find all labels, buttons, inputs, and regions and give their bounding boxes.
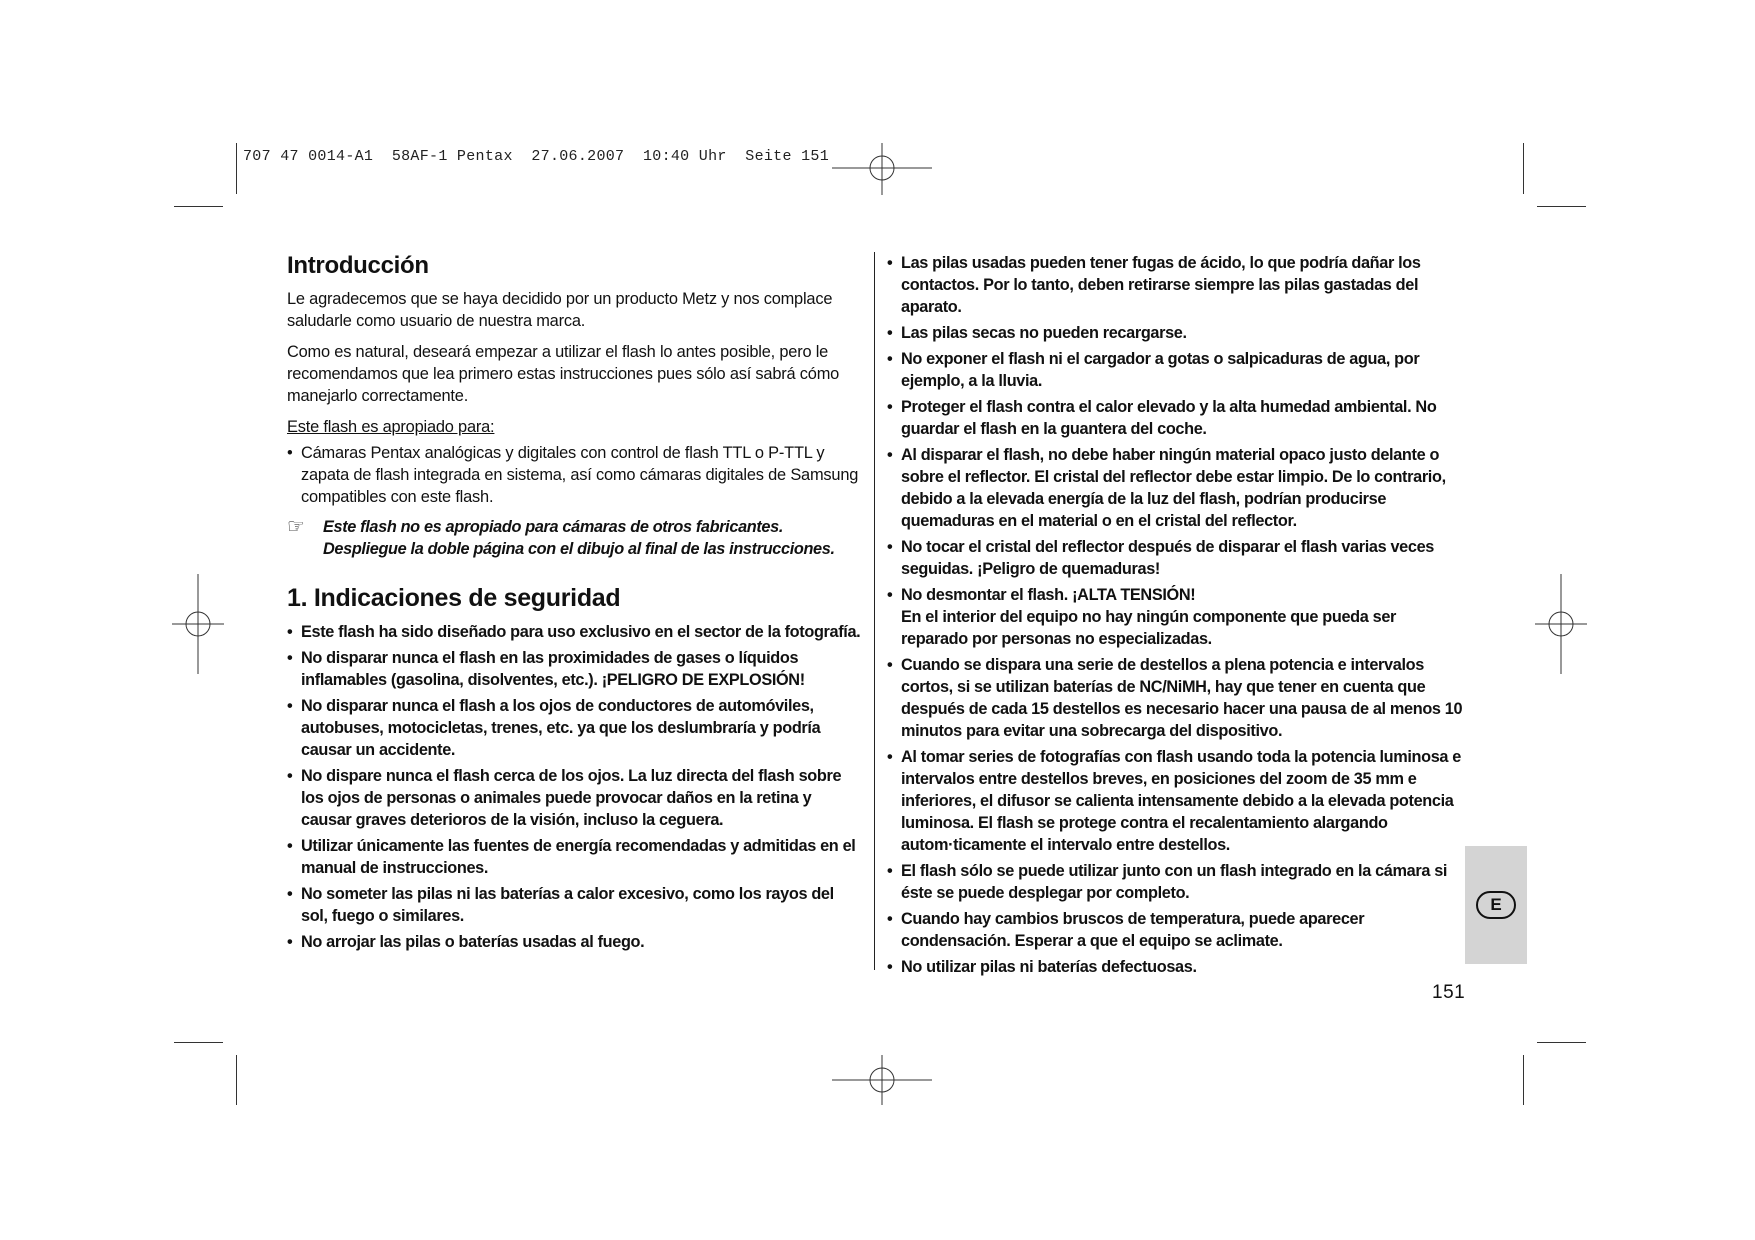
list-item: • Al disparar el flash, no debe haber ningún material opaco justo delante o sobre el reflector. El cristal del reflector debe estar limpio. De lo contrario, debido a la elevada energía de la luz del flash, podrían producirse quemaduras en el material o en el cristal del reflector. — [887, 444, 1467, 532]
disassemble-line-2: En el interior del equipo no hay ningún componente que pueda ser reparado por personas no especializadas. — [901, 608, 1397, 648]
language-tab — [1465, 846, 1527, 964]
language-tab-letter: E — [1476, 891, 1516, 919]
list-item: • No utilizar pilas ni baterías defectuosas. — [887, 956, 1467, 978]
registration-mark-left — [172, 574, 224, 674]
page-number: 151 — [1432, 982, 1466, 1003]
list-item: • Este flash ha sido diseñado para uso exclusivo en el sector de la fotografía. — [287, 621, 862, 643]
safety-list-left — [287, 621, 862, 953]
list-item: • No disparar nunca el flash a los ojos de conductores de automóviles, autobuses, motocicletas, trenes, etc. ya que los deslumbraría y podría causar un accidente. — [287, 695, 862, 761]
intro-heading: Introducción — [287, 252, 429, 279]
intro-paragraph-2: Como es natural, deseará empezar a utilizar el flash lo antes posible, pero le recomendamos que lea primero estas instrucciones pues sólo así sabrá cómo manejarlo correctamente. — [287, 343, 840, 405]
disassemble-line-1: • No desmontar el flash. ¡ALTA TENSIÓN! — [901, 586, 1196, 604]
list-item: • No dispare nunca el flash cerca de los ojos. La luz directa del flash sobre los ojos de personas o animales puede provocar daños en la retina y causar graves deterioros de la visión, incluso la ceguera. — [287, 765, 862, 831]
list-item: • No tocar el cristal del reflector después de disparar el flash varias veces seguidas. ¡Peligro de quemaduras! — [887, 536, 1467, 580]
note-line-1: Este flash no es apropiado para cámaras de otros fabricantes. — [323, 518, 784, 536]
pointing-hand-icon: ☞ — [287, 516, 305, 538]
list-item: • Las pilas usadas pueden tener fugas de ácido, lo que podría dañar los contactos. Por lo tanto, deben retirarse siempre las pilas gastadas del aparato. — [887, 252, 1467, 318]
column-divider — [874, 252, 875, 970]
intro-paragraph-1: Le agradecemos que se haya decidido por un producto Metz y nos complace saludarle como usuario de nuestra marca. — [287, 290, 833, 330]
list-item: • Cuando se dispara una serie de destellos a plena potencia e intervalos cortos, si se utilizan baterías de NC/NiMH, hay que tener en cuenta que después de cada 15 destellos es necesario hacer una pausa de al menos 10 minutos para evitar una sobrecarga del dispositivo. — [887, 654, 1467, 742]
list-item: • No arrojar las pilas o baterías usadas al fuego. — [287, 931, 862, 953]
list-item: • Proteger el flash contra el calor elevado y la alta humedad ambiental. No guardar el flash en la guantera del coche. — [887, 396, 1467, 440]
suitable-label: Este flash es apropiado para: — [287, 418, 495, 436]
list-item: • Utilizar únicamente las fuentes de energía recomendadas y admitidas en el manual de instrucciones. — [287, 835, 862, 879]
list-item: • No exponer el flash ni el cargador a gotas o salpicaduras de agua, por ejemplo, a la lluvia. — [887, 348, 1467, 392]
registration-mark-right — [1535, 574, 1587, 674]
suitable-list — [287, 442, 862, 508]
list-item: • Las pilas secas no pueden recargarse. — [887, 322, 1467, 344]
note-line-2: Despliegue la doble página con el dibujo al final de las instrucciones. — [323, 540, 835, 558]
list-item: • El flash sólo se puede utilizar junto con un flash integrado en la cámara si éste se puede desplegar por completo. — [887, 860, 1467, 904]
list-item: • Al tomar series de fotografías con flash usando toda la potencia luminosa e intervalos entre destellos breves, en posiciones del zoom de 35 mm e inferiores, el difusor se calienta intensamente debido a la elevada potencia luminosa. El flash se protege contra el recalentamiento alargando autom·ticamente el intervalo entre destellos. — [887, 746, 1467, 856]
note-block — [287, 516, 862, 560]
list-item: • Cuando hay cambios bruscos de temperatura, puede aparecer condensación. Esperar a que el equipo se aclimate. — [887, 908, 1467, 952]
list-item: • No someter las pilas ni las baterías a calor excesivo, como los rayos del sol, fuego o similares. — [287, 883, 862, 927]
safety-list-right — [887, 252, 1467, 978]
registration-mark-bottom — [832, 1055, 932, 1105]
safety-heading: 1. Indicaciones de seguridad — [287, 584, 621, 612]
print-slug: 707 47 0014-A1 58AF-1 Pentax 27.06.2007 10:40 Uhr Seite 151 — [243, 148, 829, 165]
left-column — [287, 252, 862, 957]
list-item-disassemble — [887, 584, 1467, 650]
right-column — [887, 252, 1467, 982]
list-item: • No disparar nunca el flash en las proximidades de gases o líquidos inflamables (gasolina, disolventes, etc.). ¡PELIGRO DE EXPLOSIÓN! — [287, 647, 862, 691]
list-item: • Cámaras Pentax analógicas y digitales con control de flash TTL o P-TTL y zapata de flash integrada en sistema, así como cámaras digitales de Samsung compatibles con este flash. — [287, 442, 862, 508]
registration-mark-top — [832, 143, 932, 195]
